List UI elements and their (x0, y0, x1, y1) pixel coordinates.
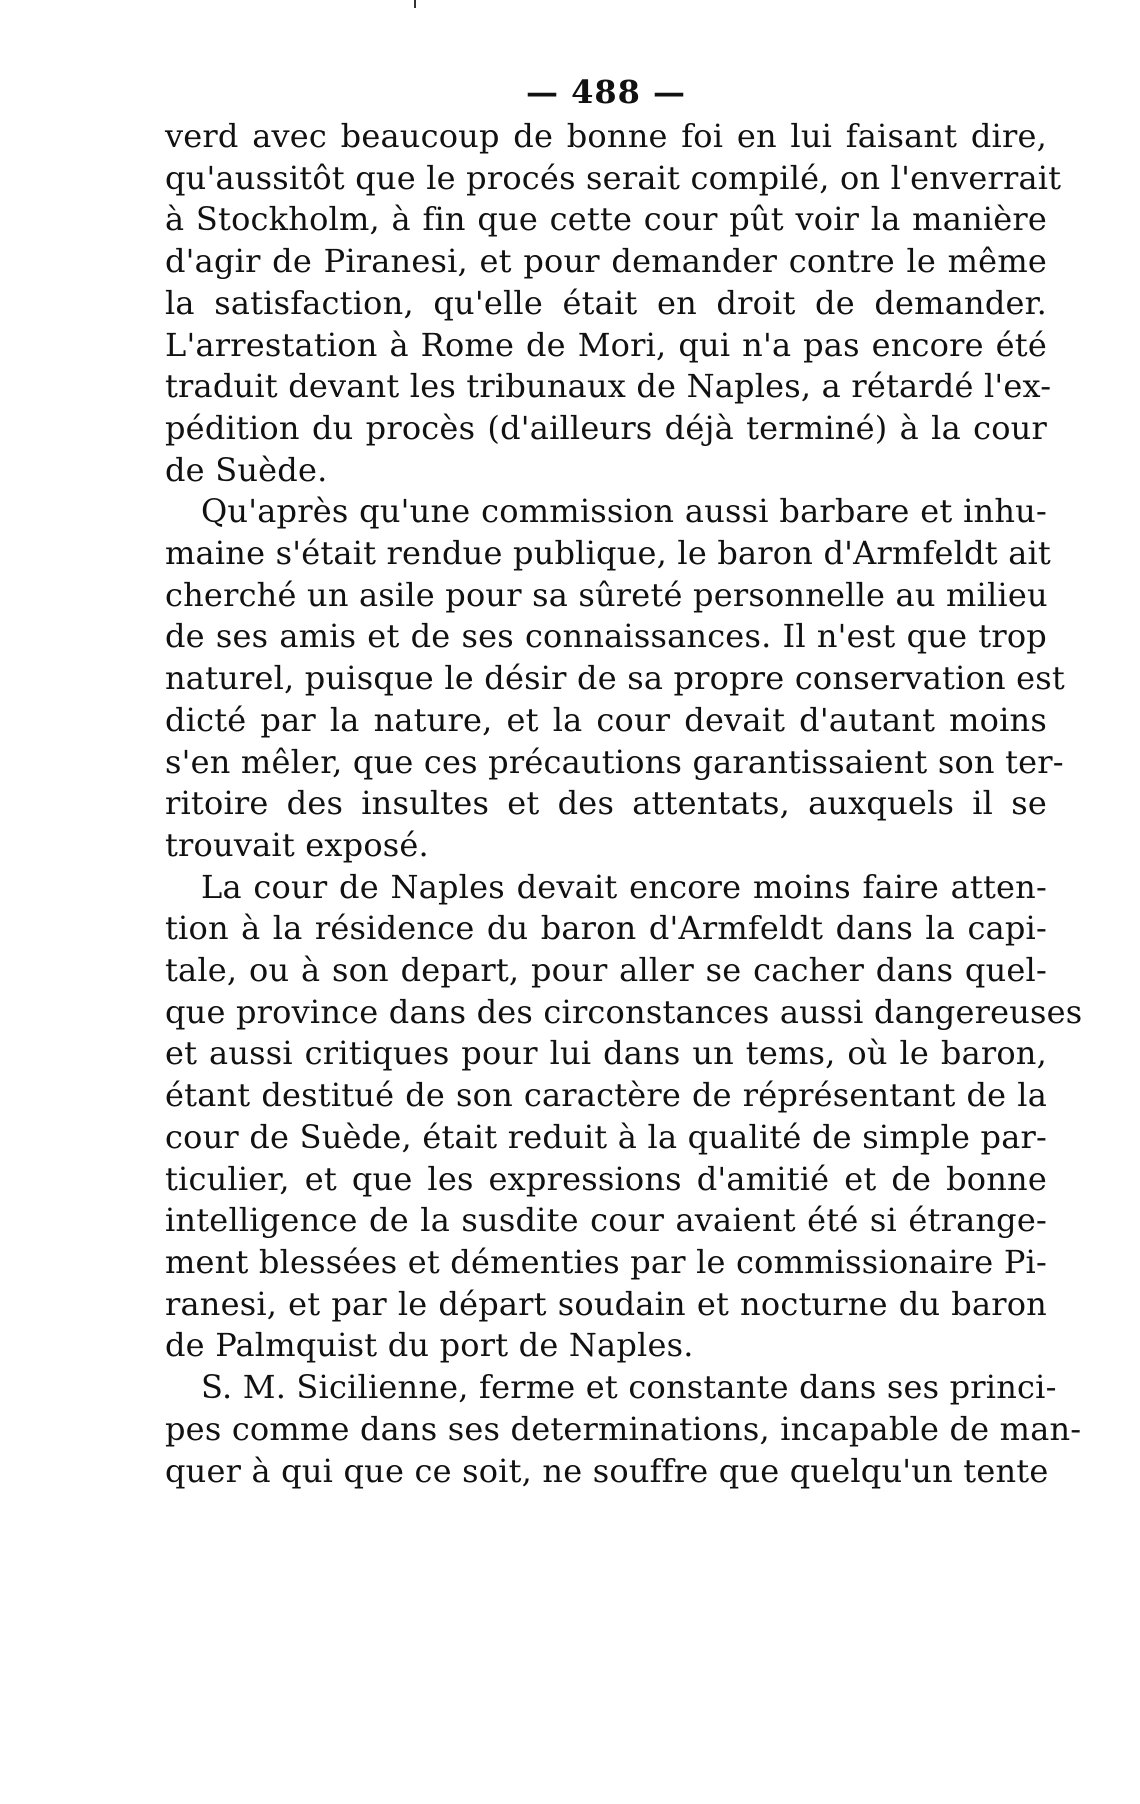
text-line: intelligence de la susdite cour avaient été si étrange- (165, 1201, 1047, 1240)
text-line: de ses amis et de ses connaissances. Il n'est que trop (165, 617, 1047, 656)
text-line: qu'aussitôt que le procés serait compilé, on l'enverrait (165, 158, 1062, 197)
text-line: traduit devant les tribunaux de Naples, a rétardé l'ex- (165, 367, 1052, 406)
text-line: verd avec beaucoup de bonne foi en lui faisant dire, (165, 117, 1047, 155)
paragraph-2 (165, 491, 1065, 866)
text-line: de Palmquist du port de Naples. (165, 1326, 694, 1365)
page-number: — 488 — (525, 73, 687, 111)
text-line: de Suède. (165, 450, 328, 489)
scan-mark (414, 0, 416, 8)
text-line: tion à la résidence du baron d'Armfeldt dans la capi- (165, 909, 1047, 948)
text-line: cour de Suède, était reduit à la qualité de simple par- (165, 1117, 1047, 1156)
text-line: pédition du procès (d'ailleurs déjà terminé) à la cour (165, 408, 1047, 447)
book-page (165, 70, 1083, 1492)
text-line: maine s'était rendue publique, le baron d'Armfeldt ait (165, 534, 1051, 573)
text-line: Qu'après qu'une commission aussi barbare et inhu- (201, 492, 1047, 531)
text-line: S. M. Sicilienne, ferme et constante dans ses princi- (201, 1368, 1057, 1407)
paragraph-4 (165, 1367, 1082, 1492)
text-line: que province dans des circonstances aussi dangereuses (165, 992, 1083, 1031)
text-line: ranesi, et par le départ soudain et nocturne du baron (165, 1284, 1047, 1323)
text-line: tale, ou à son depart, pour aller se cacher dans quel- (165, 951, 1047, 990)
paragraph-1 (165, 116, 1062, 491)
text-line: à Stockholm, à fin que cette cour pût voir la manière (165, 200, 1047, 239)
text-line: ritoire des insultes et des attentats, auxquels il se (165, 784, 1047, 823)
text-line: s'en mêler, que ces précautions garantissaient son ter- (165, 742, 1064, 781)
text-line: L'arrestation à Rome de Mori, qui n'a pas encore été (165, 325, 1047, 364)
text-line: la satisfaction, qu'elle était en droit de demander. (165, 283, 1047, 322)
text-line: étant destitué de son caractère de réprésentant de la (165, 1076, 1047, 1115)
text-line: naturel, puisque le désir de sa propre conservation est (165, 659, 1065, 698)
text-line: ticulier, et que les expressions d'amitié et de bonne (165, 1159, 1047, 1198)
text-line: ment blessées et démenties par le commissionaire Pi- (165, 1242, 1047, 1281)
text-line: dicté par la nature, et la cour devait d'autant moins (165, 700, 1047, 739)
text-line: La cour de Naples devait encore moins faire atten- (201, 867, 1047, 906)
text-line: et aussi critiques pour lui dans un tems, où le baron, (165, 1034, 1047, 1073)
paragraph-3 (165, 867, 1083, 1367)
text-line: trouvait exposé. (165, 825, 429, 864)
text-line: quer à qui que ce soit, ne souffre que quelqu'un tente (165, 1451, 1049, 1490)
text-line: d'agir de Piranesi, et pour demander contre le même (165, 242, 1047, 281)
text-line: pes comme dans ses determinations, incapable de man- (165, 1409, 1082, 1448)
text-line: cherché un asile pour sa sûreté personnelle au milieu (165, 575, 1048, 614)
